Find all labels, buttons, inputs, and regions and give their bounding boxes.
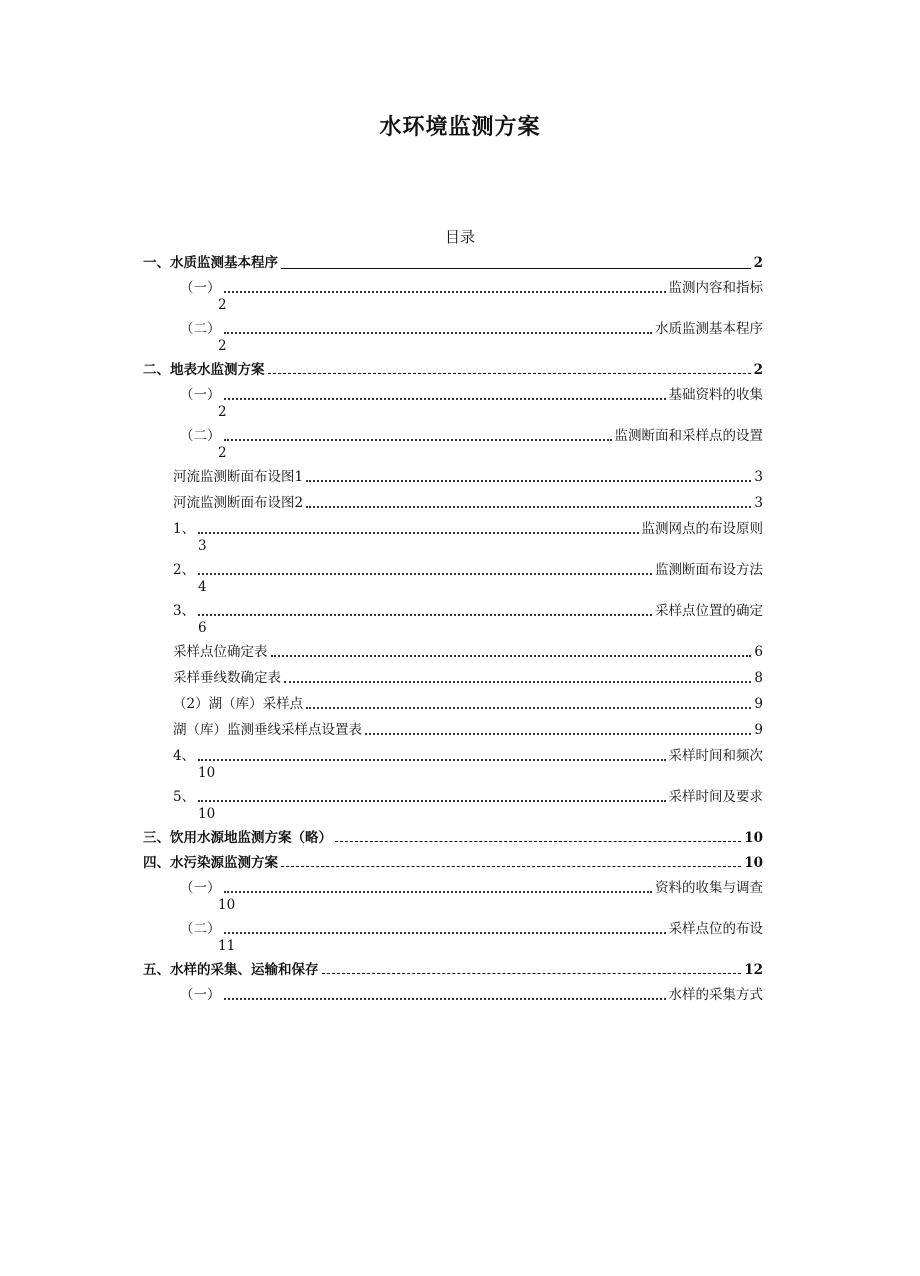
toc-entry[interactable] [143, 695, 763, 714]
toc-leader [224, 332, 653, 334]
toc-entry-row [180, 279, 763, 298]
toc-page-number: 3 [754, 469, 763, 485]
toc-page-number: 10 [218, 897, 236, 913]
toc-entry[interactable] [143, 788, 763, 822]
toc-entry[interactable] [143, 602, 763, 636]
toc-entry-row [173, 669, 763, 688]
toc-leader [271, 655, 752, 657]
toc-entry[interactable] [143, 520, 763, 554]
toc-entry[interactable] [143, 643, 763, 662]
toc-entry-label: 4、 [173, 748, 196, 764]
toc-leader [198, 573, 652, 575]
toc-entry-title: 监测断面和采样点的设置 [614, 428, 763, 444]
toc-page-number: 2 [218, 404, 227, 420]
toc-leader [281, 866, 741, 867]
toc-entry-title: 监测内容和指标 [668, 280, 763, 296]
toc-entry-row [173, 643, 763, 662]
toc-entry-label: 湖（库）监测垂线采样点设置表 [173, 722, 362, 738]
toc-entry[interactable] [143, 879, 763, 913]
toc-entry[interactable] [143, 829, 763, 848]
toc-entry-row [173, 468, 763, 487]
toc-page-number: 10 [198, 806, 216, 822]
toc-page-number: 9 [754, 696, 763, 712]
toc-entry[interactable] [143, 854, 763, 873]
toc-entry[interactable] [143, 320, 763, 354]
toc-entry-label: 一、水质监测基本程序 [143, 255, 278, 271]
toc-leader [198, 532, 638, 534]
toc-entry-label: 5、 [173, 789, 196, 805]
toc-entry[interactable] [143, 986, 763, 1005]
toc-entry[interactable] [143, 561, 763, 595]
toc-leader [306, 506, 751, 508]
toc-entry-title: 水质监测基本程序 [655, 321, 763, 337]
toc-entry-label: 河流监测断面布设图2 [173, 495, 304, 511]
toc-entry[interactable] [143, 494, 763, 513]
toc-leader [281, 268, 751, 269]
toc-entry-row [173, 747, 763, 766]
toc-entry-label: 1、 [173, 521, 196, 537]
toc-entry-row [143, 829, 763, 848]
toc-entry[interactable] [143, 254, 763, 273]
toc-page-number: 3 [198, 538, 207, 554]
toc-entry-title: 监测断面布设方法 [655, 562, 763, 578]
toc-page-number: 10 [744, 855, 763, 871]
table-of-contents [143, 250, 763, 1012]
toc-entry-label: （二） [180, 428, 221, 444]
toc-entry[interactable] [143, 386, 763, 420]
toc-entry-title: 监测网点的布设原则 [641, 521, 763, 537]
toc-page-number: 2 [753, 255, 763, 271]
toc-entry-label: 采样垂线数确定表 [173, 670, 281, 686]
toc-leader [365, 733, 751, 735]
toc-entry[interactable] [143, 669, 763, 688]
toc-entry-row [143, 361, 763, 380]
toc-page-number: 6 [754, 644, 763, 660]
toc-entry-row [180, 320, 763, 339]
toc-heading: 目录 [444, 228, 475, 246]
toc-entry-label: （一） [180, 280, 221, 296]
document-title: 水环境监测方案 [379, 114, 541, 140]
toc-page-number: 2 [218, 445, 227, 461]
toc-entry-label: （二） [180, 921, 221, 937]
toc-entry-title: 采样点位置的确定 [655, 603, 763, 619]
toc-page-number: 10 [744, 830, 763, 846]
toc-entry-label: （二） [180, 321, 221, 337]
toc-entry-label: （一） [180, 987, 221, 1003]
toc-leader [224, 998, 666, 1000]
toc-entry-row [180, 427, 763, 446]
toc-leader [268, 373, 751, 374]
toc-leader [224, 891, 653, 893]
toc-entry-label: 三、饮用水源地监测方案（略） [143, 830, 332, 846]
toc-entry-row [180, 920, 763, 939]
toc-entry-label: 河流监测断面布设图1 [173, 469, 304, 485]
toc-page-number: 2 [753, 362, 763, 378]
toc-entry-label: 3、 [173, 603, 196, 619]
toc-entry-row [173, 695, 763, 714]
toc-entry[interactable] [143, 279, 763, 313]
toc-leader [306, 707, 751, 709]
toc-entry-title: 资料的收集与调查 [655, 880, 763, 896]
toc-entry[interactable] [143, 920, 763, 954]
toc-leader [224, 398, 666, 400]
toc-page-number: 6 [198, 620, 207, 636]
toc-leader [284, 681, 751, 683]
toc-entry-title: 采样点位的布设 [668, 921, 763, 937]
toc-entry-row [143, 961, 763, 980]
toc-entry-title: 基础资料的收集 [668, 387, 763, 403]
toc-entry[interactable] [143, 747, 763, 781]
toc-page-number: 3 [754, 495, 763, 511]
toc-entry-label: 二、地表水监测方案 [143, 362, 265, 378]
toc-entry-title: 水样的采集方式 [668, 987, 763, 1003]
toc-page-number: 8 [754, 670, 763, 686]
toc-leader [306, 480, 751, 482]
toc-entry-label: 四、水污染源监测方案 [143, 855, 278, 871]
toc-leader [198, 614, 652, 616]
toc-entry-label: （一） [180, 880, 221, 896]
toc-leader [198, 759, 665, 761]
toc-leader [224, 932, 666, 934]
toc-entry-title: 采样时间及要求 [668, 789, 763, 805]
toc-entry[interactable] [143, 427, 763, 461]
toc-entry-row [143, 854, 763, 873]
toc-entry-row [180, 879, 763, 898]
toc-entry-row [180, 986, 763, 1005]
toc-leader [224, 291, 666, 293]
toc-entry-label: 采样点位确定表 [173, 644, 268, 660]
toc-entry-row [173, 494, 763, 513]
toc-leader [322, 973, 742, 974]
toc-entry-label: 2、 [173, 562, 196, 578]
toc-entry[interactable] [143, 361, 763, 380]
toc-entry-row [180, 386, 763, 405]
toc-leader [198, 800, 665, 802]
toc-entry-row [173, 602, 763, 621]
toc-page-number: 10 [198, 765, 216, 781]
toc-page-number: 11 [218, 938, 236, 954]
toc-page-number: 12 [744, 962, 763, 978]
toc-entry-row [173, 721, 763, 740]
toc-entry[interactable] [143, 468, 763, 487]
toc-entry[interactable] [143, 961, 763, 980]
toc-entry-title: 采样时间和频次 [668, 748, 763, 764]
toc-entry-row [173, 788, 763, 807]
toc-entry[interactable] [143, 721, 763, 740]
toc-page-number: 9 [754, 722, 763, 738]
toc-entry-label: （2）湖（库）采样点 [173, 696, 304, 712]
toc-entry-row [143, 254, 763, 273]
toc-leader [335, 841, 741, 842]
toc-leader [224, 439, 612, 441]
toc-entry-row [173, 520, 763, 539]
toc-entry-row [173, 561, 763, 580]
toc-page-number: 2 [218, 297, 227, 313]
toc-entry-label: （一） [180, 387, 221, 403]
toc-page-number: 2 [218, 338, 227, 354]
toc-entry-label: 五、水样的采集、运输和保存 [143, 962, 319, 978]
toc-page-number: 4 [198, 579, 207, 595]
